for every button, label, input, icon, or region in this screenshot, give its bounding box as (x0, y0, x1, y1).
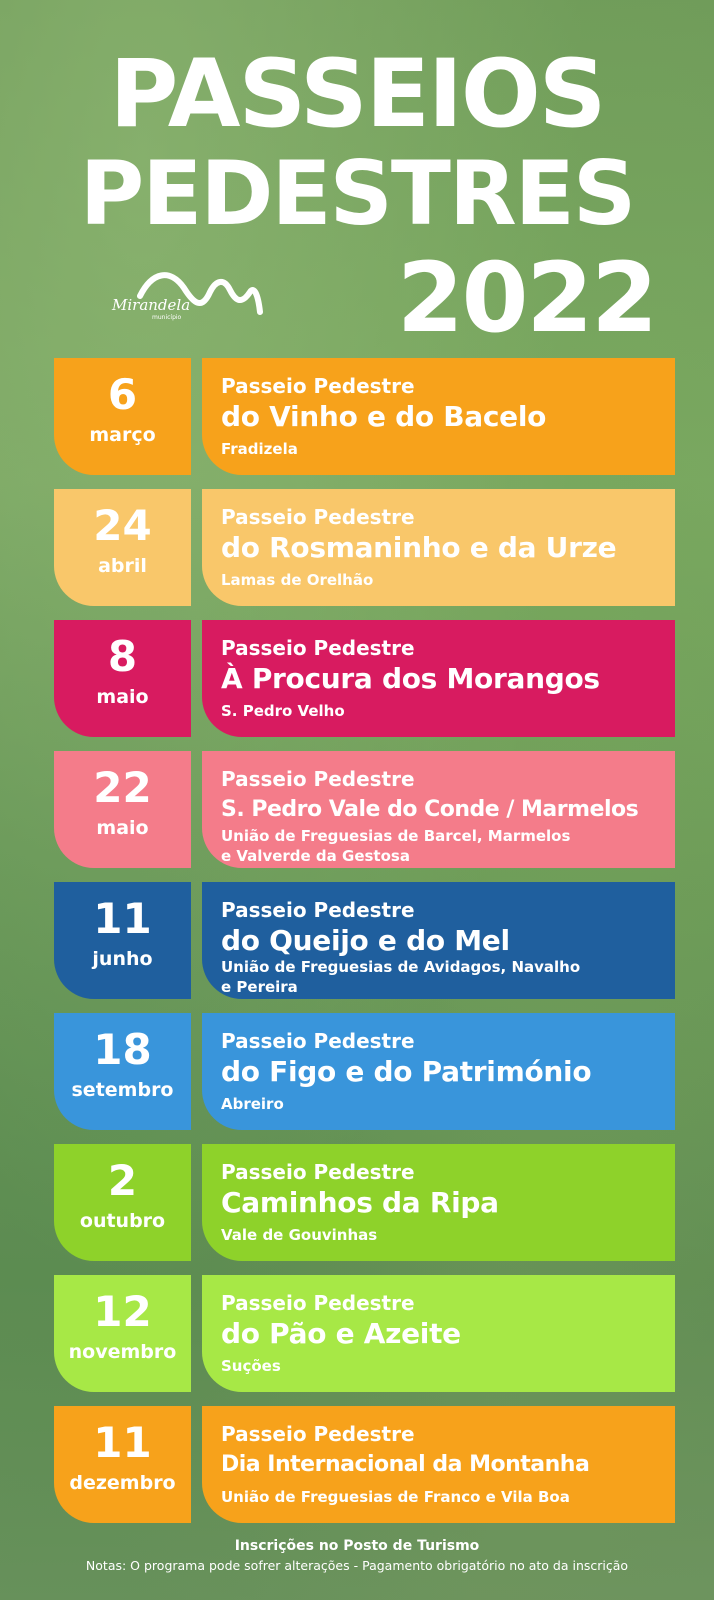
event-date-block (54, 489, 191, 606)
event-date-block (54, 620, 191, 737)
event-place (221, 827, 570, 866)
event-kicker: Passeio Pedestre (221, 1160, 415, 1184)
event-row (54, 489, 675, 606)
event-kicker: Passeio Pedestre (221, 898, 415, 922)
event-row (54, 1406, 675, 1523)
event-title: Dia Internacional da Montanha (221, 1452, 590, 1477)
event-title: do Vinho e do Bacelo (221, 400, 547, 433)
event-row (54, 882, 675, 999)
event-title: do Queijo e do Mel (221, 924, 510, 957)
event-month: maio (96, 686, 149, 708)
event-day: 12 (93, 1287, 152, 1336)
event-month: junho (92, 948, 153, 970)
title-line-1: PASSEIOS (109, 40, 605, 149)
logo-wordmark: Mirandela (112, 296, 191, 314)
event-month: abril (98, 555, 147, 577)
event-month: novembro (68, 1341, 177, 1363)
event-place-line: Fradizela (221, 440, 298, 458)
event-day: 24 (93, 501, 152, 550)
event-kicker: Passeio Pedestre (221, 1422, 415, 1446)
event-place-line-2: e Pereira (221, 977, 298, 996)
event-title: do Pão e Azeite (221, 1317, 461, 1350)
event-row (54, 1013, 675, 1130)
event-place (221, 1095, 284, 1115)
event-info-block (202, 489, 675, 606)
event-place-line: União de Freguesias de Franco e Vila Boa (221, 1488, 570, 1506)
event-kicker: Passeio Pedestre (221, 505, 415, 529)
event-info-block (202, 1144, 675, 1261)
event-day: 6 (107, 370, 138, 419)
event-month: maio (96, 817, 149, 839)
event-title: do Figo e do Património (221, 1055, 592, 1088)
event-day: 8 (107, 632, 138, 681)
event-info-block (202, 751, 675, 868)
event-month: dezembro (69, 1472, 176, 1494)
event-place-line: Vale de Gouvinhas (221, 1226, 378, 1244)
event-row (54, 358, 675, 475)
event-info-block (202, 882, 675, 999)
event-place-line: Lamas de Orelhão (221, 571, 374, 589)
event-place (221, 440, 298, 460)
event-place-line: S. Pedro Velho (221, 702, 345, 720)
event-title: Caminhos da Ripa (221, 1186, 499, 1219)
event-place (221, 1488, 570, 1508)
event-kicker: Passeio Pedestre (221, 636, 415, 660)
event-row (54, 1275, 675, 1392)
event-kicker: Passeio Pedestre (221, 374, 415, 398)
event-row (54, 1144, 675, 1261)
event-day: 18 (93, 1025, 152, 1074)
event-date-block (54, 1275, 191, 1392)
event-place-line: Abreiro (221, 1095, 284, 1113)
event-date-block (54, 882, 191, 999)
mirandela-logo (112, 264, 272, 330)
event-date-block (54, 751, 191, 868)
event-title: À Procura dos Morangos (221, 662, 600, 695)
event-day: 22 (93, 763, 152, 812)
event-info-block (202, 1275, 675, 1392)
title-year: 2022 (396, 242, 656, 354)
event-month: setembro (71, 1079, 174, 1101)
event-row (54, 751, 675, 868)
disclaimer-note: Notas: O programa pode sofrer alterações - Pagamento obrigatório no ato da inscrição (85, 1558, 629, 1573)
event-title: S. Pedro Vale do Conde / Marmelos (221, 797, 639, 822)
event-date-block (54, 1013, 191, 1130)
event-kicker: Passeio Pedestre (221, 767, 415, 791)
event-date-block (54, 1144, 191, 1261)
event-place (221, 1226, 377, 1246)
registration-note: Inscrições no Posto de Turismo (234, 1538, 480, 1554)
event-row (54, 620, 675, 737)
event-info-block (202, 1013, 675, 1130)
event-place (221, 702, 345, 722)
event-month: março (89, 424, 156, 446)
event-place (221, 571, 373, 591)
event-place-line: Suções (221, 1357, 281, 1375)
event-place (221, 958, 580, 997)
event-date-block (54, 358, 191, 475)
event-day: 2 (107, 1156, 138, 1205)
event-place-line: União de Freguesias de Avidagos, Navalho (221, 958, 581, 976)
event-place-line-2: e Valverde da Gestosa (221, 846, 410, 865)
event-kicker: Passeio Pedestre (221, 1291, 415, 1315)
event-info-block (202, 1406, 675, 1523)
event-day: 11 (93, 894, 152, 943)
title-line-2: PEDESTRES (79, 142, 635, 245)
event-place (221, 1357, 281, 1377)
event-info-block (202, 620, 675, 737)
event-title: do Rosmaninho e da Urze (221, 531, 617, 564)
event-info-block (202, 358, 675, 475)
event-date-block (54, 1406, 191, 1523)
event-month: outubro (79, 1210, 166, 1232)
event-place-line: União de Freguesias de Barcel, Marmelos (221, 827, 571, 845)
event-kicker: Passeio Pedestre (221, 1029, 415, 1053)
logo-subtitle: município (152, 314, 182, 321)
event-day: 11 (93, 1418, 152, 1467)
